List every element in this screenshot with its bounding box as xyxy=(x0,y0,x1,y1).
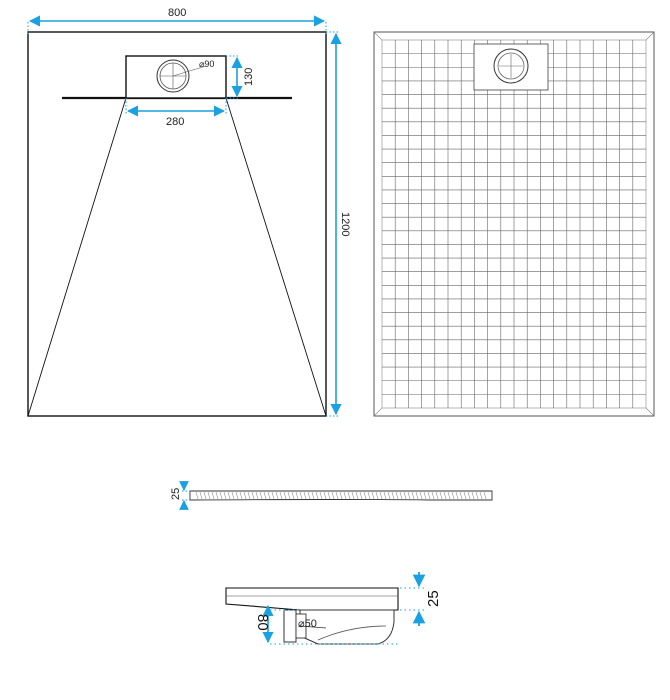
height-label: 1200 xyxy=(339,212,351,237)
tiled-view xyxy=(374,32,654,416)
tile-grid xyxy=(382,40,646,408)
top-view xyxy=(28,7,351,416)
drain-box-height-dimension xyxy=(226,56,240,98)
width-dimension xyxy=(28,21,326,36)
drain-box-width-dimension xyxy=(126,98,226,114)
tray-thickness-dimension xyxy=(400,572,424,626)
side-thickness-label: 25 xyxy=(170,487,182,500)
width-label: 800 xyxy=(168,7,187,19)
drain-box-height-label: 130 xyxy=(243,67,255,86)
pipe-diameter-label: ⌀50 xyxy=(298,618,317,630)
section-pipe-connector xyxy=(284,610,296,642)
height-dimension xyxy=(326,32,340,416)
tiled-drain-circle xyxy=(494,49,528,83)
tray-thickness-label: 25 xyxy=(425,590,442,607)
drain-section xyxy=(226,572,442,644)
side-profile xyxy=(170,482,492,509)
section-tray-slab xyxy=(226,588,398,610)
drain-box-width-label: 280 xyxy=(166,116,185,128)
slope-line-right xyxy=(226,98,326,416)
slope-line-left xyxy=(28,98,126,416)
drain-height-label: 80 xyxy=(254,614,271,631)
drain-diameter-label: ⌀90 xyxy=(199,59,215,69)
